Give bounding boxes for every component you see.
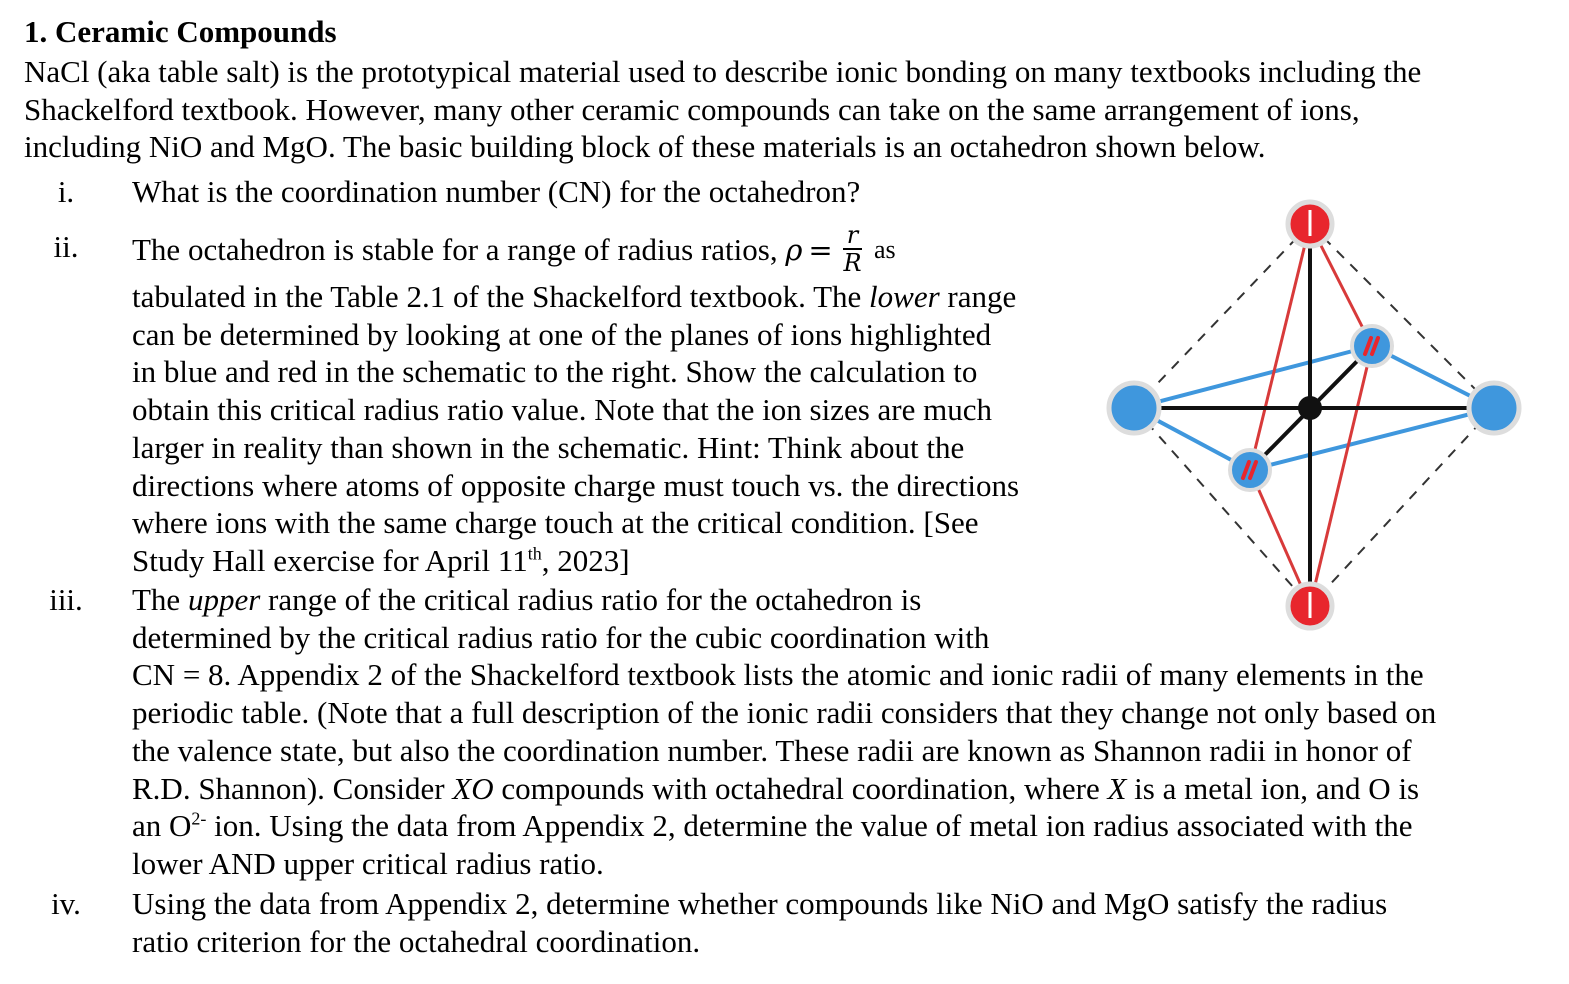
blue-ion-left <box>1109 383 1159 433</box>
question-ii-line <box>132 278 1019 316</box>
outline-edge <box>1310 408 1494 606</box>
question-iii-line: determined by the critical radius ratio for the cubic coordination with <box>132 619 990 655</box>
octahedron-svg <box>1090 186 1530 646</box>
question-number-iv: iv. <box>51 886 81 921</box>
question-iii-line: lower AND upper critical radius ratio. <box>132 845 604 881</box>
blue-ion-right <box>1469 383 1519 433</box>
red-bond <box>1310 346 1372 606</box>
blue-bond <box>1250 408 1494 470</box>
ions <box>1109 202 1519 628</box>
question-iii-text: is a metal ion, and O is <box>1126 770 1420 806</box>
question-ii-text: Study Hall exercise for April 11 <box>132 542 528 578</box>
question-ii-text: tabulated in the Table 2.1 of the Shackelford textbook. The <box>132 279 870 314</box>
question-ii-line: in blue and red in the schematic to the right. Show the calculation to <box>132 354 978 390</box>
question-iii-text: ion. Using the data from Appendix 2, determine the value of metal ion radius associated with the <box>206 808 1413 844</box>
question-iii-line <box>132 770 1436 808</box>
question-ii-line: directions where atoms of opposite charge must touch vs. the directions <box>132 467 1020 503</box>
octahedron-diagram <box>1090 186 1530 646</box>
question-ii-text: as <box>873 235 896 264</box>
rho-symbol: ρ <box>785 233 803 267</box>
question-ii-line: obtain this critical radius ratio value. Note that the ion sizes are much <box>132 392 992 428</box>
fraction-denominator: R <box>843 248 862 277</box>
question-iii-text: The <box>132 582 188 617</box>
intro-paragraph <box>24 53 1554 166</box>
emphasis-xo: XO <box>452 770 494 806</box>
center-ion <box>1298 396 1322 420</box>
question-iii-line: the valence state, but also the coordination number. These radii are known as Shannon radii in honor of <box>132 732 1412 768</box>
blue-bond <box>1134 346 1372 408</box>
question-ii-text: The octahedron is stable for a range of radius ratios, <box>132 232 778 267</box>
emphasis-x: X <box>1107 770 1127 806</box>
fraction-numerator: r <box>843 222 862 250</box>
question-ii-text: range <box>939 279 1017 314</box>
question-iii-text: R.D. Shannon). Consider <box>132 770 453 806</box>
intro-line: including NiO and MgO. The basic building block of these materials is an octahedron shown below. <box>24 129 1266 165</box>
question-iii-line: periodic table. (Note that a full description of the ionic radii considers that they change not only based on <box>132 695 1437 731</box>
section-heading: 1. Ceramic Compounds <box>24 14 337 49</box>
question-ii-line: can be determined by looking at one of the planes of ions highlighted <box>132 316 992 352</box>
question-ii-line: larger in reality than shown in the schematic. Hint: Think about the <box>132 429 965 465</box>
question-iii-text: range of the critical radius ratio for the octahedron is <box>260 582 922 617</box>
question-ii <box>132 222 1019 580</box>
emphasis-upper: upper <box>187 582 261 617</box>
question-number-ii: ii. <box>53 229 79 264</box>
outline-edge <box>1134 224 1310 408</box>
question-i-text: What is the coordination number (CN) for the octahedron? <box>132 174 861 209</box>
question-ii-text: , 2023] <box>541 542 630 578</box>
question-number-iii: iii. <box>49 582 83 617</box>
question-i <box>132 173 860 211</box>
question-ii-line <box>132 542 1019 580</box>
question-iii-line: CN = 8. Appendix 2 of the Shackelford textbook lists the atomic and ionic radii of many elements in the <box>132 657 1424 693</box>
radius-fraction <box>843 222 862 276</box>
question-iv-line: ratio criterion for the octahedral coordination. <box>132 923 701 959</box>
blue-ion-front <box>1230 450 1270 490</box>
question-iii-text: an O <box>132 808 192 844</box>
intro-line: Shackelford textbook. However, many other ceramic compounds can take on the same arrangement of ions, <box>24 91 1360 127</box>
question-number-i: i. <box>57 174 75 209</box>
superscript: th <box>527 543 542 564</box>
intro-line: NaCl (aka table salt) is the prototypical material used to describe ionic bonding on many textbooks including the <box>24 54 1422 89</box>
red-bond <box>1250 224 1310 470</box>
question-iv <box>132 885 1387 960</box>
question-ii-line <box>132 222 1019 278</box>
question-iii-line <box>132 807 1436 845</box>
blue-ion-back <box>1352 326 1392 366</box>
question-iv-line: Using the data from Appendix 2, determine whether compounds like NiO and MgO satisfy the radius <box>132 886 1388 921</box>
equals-sign: = <box>808 233 833 267</box>
emphasis-lower: lower <box>869 279 940 314</box>
question-iii-text: compounds with octahedral coordination, where <box>493 770 1108 806</box>
question-ii-line: where ions with the same charge touch at the critical condition. [See <box>132 505 979 541</box>
superscript: 2- <box>191 808 207 829</box>
